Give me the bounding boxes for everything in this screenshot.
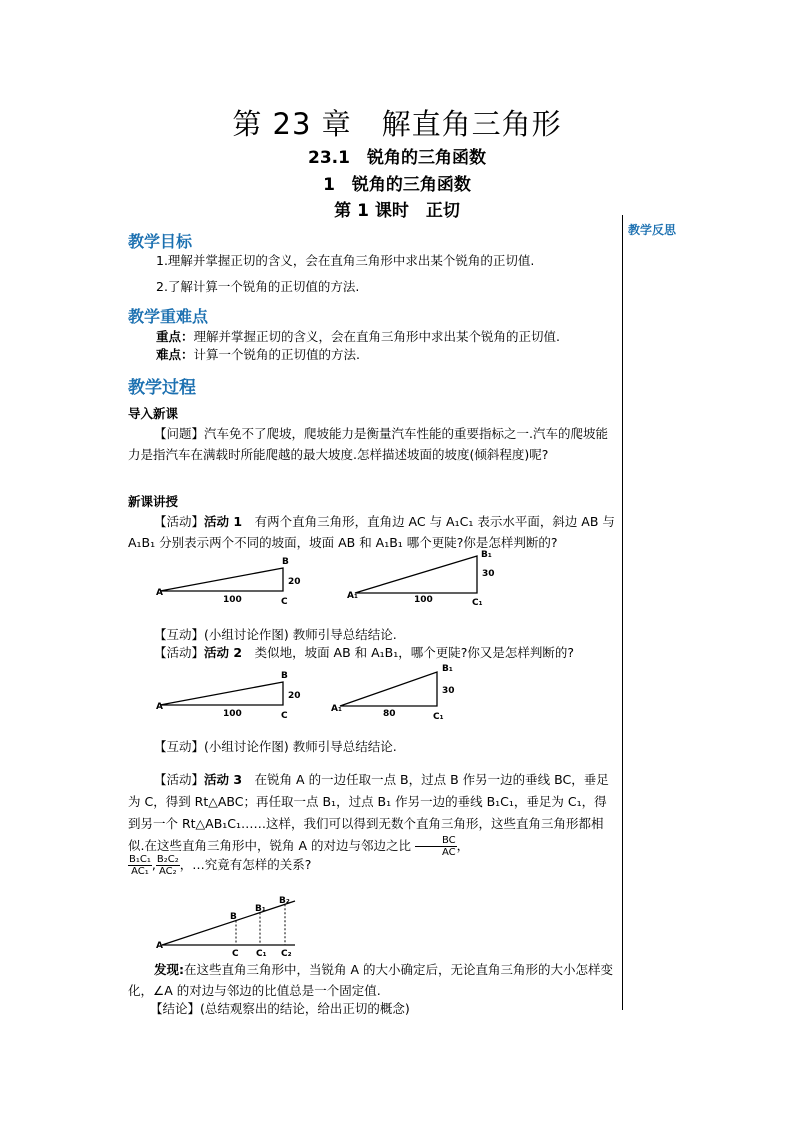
activity-2-label: 活动 2 — [204, 645, 243, 660]
activity-3-label: 活动 3 — [204, 772, 243, 787]
fig2-right-B: B₁ — [442, 664, 453, 674]
fig2-right-C: C₁ — [433, 712, 444, 722]
fig3-slant-ray — [162, 901, 295, 945]
fig2-right-base: 80 — [383, 709, 396, 719]
activity-1-text: 有两个直角三角形，直角边 AC 与 A₁C₁ 表示水平面，斜边 AB 与 A₁B₁ 分别表示两个不同的坡面，坡面 AB 和 A₁B₁ 哪个更陡?你是怎样判断的? — [128, 514, 615, 550]
subsection-title: 1 锐角的三角函数 — [323, 175, 471, 195]
reflection-label: 教学反思 — [628, 223, 677, 237]
difficult-point — [128, 344, 616, 365]
figure-3 — [150, 893, 310, 959]
fig3-A: A — [156, 941, 163, 951]
chapter-title: 第 23 章 解直角三角形 — [232, 107, 562, 141]
fig1-left-B: B — [282, 557, 289, 567]
fig2-left-B: B — [281, 671, 288, 681]
fig1-right-base: 100 — [414, 595, 433, 605]
intro-text: 【问题】汽车免不了爬坡，爬坡能力是衡量汽车性能的重要指标之一.汽车的爬坡能力是指汽车在满载时所能爬越的最大坡度.怎样描述坡面的坡度(倾斜程度)呢? — [128, 426, 608, 462]
fraction-line: $\frac{\text{B₁C₁}}{\text{AC₁}}$ , $\frac{\text{B₂C₂}}{\text{AC₂}}$ ，…究竟有怎样的关系? — [129, 854, 312, 877]
fraction-b2c2-ac2: $\frac{\text{B₂C₂}}{\text{AC₂}}$ — [156, 854, 179, 877]
process-heading: 教学过程 — [128, 378, 196, 398]
fig3-B: B — [230, 912, 237, 922]
goals-heading: 教学目标 — [128, 232, 193, 251]
lesson-title: 第 1 课时 正切 — [334, 201, 460, 221]
discovery — [128, 959, 616, 1001]
activity-1 — [128, 511, 616, 553]
diff-label: 难点： — [156, 347, 194, 362]
fig2-right-height: 30 — [442, 686, 455, 696]
fig3-C2: C₂ — [281, 949, 292, 959]
fig1-left-C: C — [281, 597, 288, 607]
figure-1 — [150, 550, 510, 610]
activity-3: 【活动】活动 3 在锐角 A 的一边任取一点 B，过点 B 作另一边的垂线 BC，垂足为 C，得到 Rt△ABC；再任取一点 B₁，过点 B₁ 作另一边的垂线 B₁C₁，垂足为 C₁，得到另一个 Rt△AB₁C₁……这样，我们可以得到无数个直角三角形，这些直角三角形都相似.在这些直角三角形中，锐角 A 的对边与邻边之比 $\frac{BC}{AC}$ ， — [128, 772, 609, 858]
fig1-right-A: A₁ — [347, 591, 358, 601]
activity-2-prefix: 【活动】 — [154, 645, 205, 660]
intro-heading: 导入新课 — [128, 406, 179, 421]
section-title: 23.1 锐角的三角函数 — [308, 148, 486, 168]
keypoints-heading: 教学重难点 — [128, 307, 209, 326]
diff-text: 计算一个锐角的正切值的方法. — [193, 347, 360, 362]
fig1-left-A: A — [156, 588, 163, 598]
goal-item-2: 2.了解计算一个锐角的正切值的方法. — [156, 279, 360, 294]
fig2-right-triangle — [340, 672, 437, 706]
fig2-right-A: A₁ — [331, 704, 342, 714]
fraction-b1c1-ac1: $\frac{\text{B₁C₁}}{\text{AC₁}}$ — [129, 854, 151, 877]
fig1-right-height: 30 — [482, 569, 495, 579]
fig2-left-base: 100 — [223, 709, 242, 719]
fig1-left-base: 100 — [223, 595, 242, 605]
key-text: 理解并掌握正切的含义，会在直角三角形中求出某个锐角的正切值. — [193, 329, 560, 344]
fig2-left-triangle — [160, 682, 283, 705]
new-lesson-heading: 新课讲授 — [128, 494, 179, 509]
fig3-C1: C₁ — [256, 949, 267, 959]
fig2-left-height: 20 — [288, 691, 301, 701]
fig3-B1: B₁ — [255, 904, 266, 914]
interaction-2: 【互动】(小组讨论作图) 教师引导总结结论. — [154, 739, 397, 754]
figure-2 — [150, 660, 510, 722]
fig2-left-A: A — [156, 702, 163, 712]
fraction-bc-ac: $\frac{BC}{AC}$ — [415, 835, 457, 858]
fig1-left-triangle — [160, 568, 283, 591]
conclusion: 【结论】(总结观察出的结论，给出正切的概念) — [150, 1001, 410, 1016]
fig3-B2: B₂ — [279, 896, 290, 906]
discovery-text: 在这些直角三角形中，当锐角 A 的大小确定后，无论直角三角形的大小怎样变化，∠A 的对边与邻边的比值总是一个固定值. — [128, 962, 613, 998]
activity-2-text: 类似地，坡面 AB 和 A₁B₁，哪个更陡?你又是怎样判断的? — [242, 645, 575, 660]
fig1-right-C: C₁ — [472, 598, 483, 608]
activity-3-prefix: 【活动】 — [154, 772, 205, 787]
activity-1-prefix: 【活动】 — [154, 514, 205, 529]
goal-item-1: 1.理解并掌握正切的含义，会在直角三角形中求出某个锐角的正切值. — [156, 253, 535, 268]
activity-1-label: 活动 1 — [204, 514, 243, 529]
fig1-right-B: B₁ — [481, 550, 492, 560]
fig1-left-height: 20 — [288, 577, 301, 587]
interaction-1: 【互动】(小组讨论作图) 教师引导总结结论. — [154, 627, 397, 642]
fig3-C: C — [232, 949, 239, 959]
key-label: 重点： — [156, 329, 194, 344]
fraction-tail: ，…究竟有怎样的关系? — [179, 857, 312, 872]
discovery-label: 发现: — [154, 962, 184, 977]
activity-3-text: 在锐角 A 的一边任取一点 B，过点 B 作另一边的垂线 BC，垂足为 C，得到 Rt△ABC；再任取一点 B₁，过点 B₁ 作另一边的垂线 B₁C₁，垂足为 C₁，得到另一个 Rt△AB₁C₁……这样，我们可以得到无数个直角三角形，这些直角三角形都相似.在这些直角三角形中，锐角 A 的对边与邻边之比 — [128, 772, 609, 853]
fig1-right-triangle — [355, 556, 477, 593]
fig2-left-C: C — [281, 711, 288, 721]
